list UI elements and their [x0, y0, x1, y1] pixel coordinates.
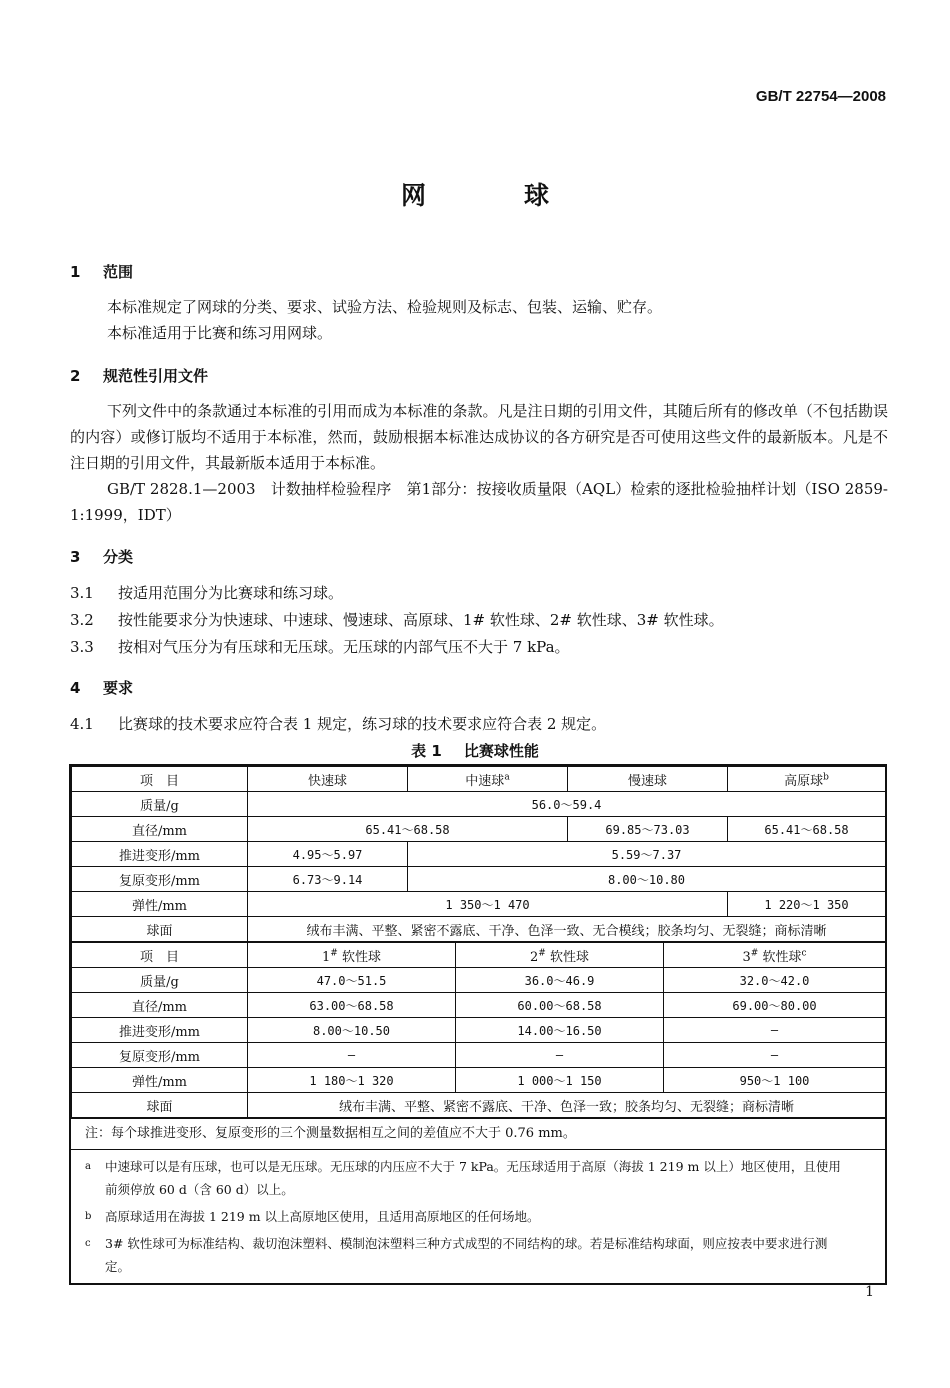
footnote-mark: a: [85, 1161, 91, 1172]
section-title: 分类: [103, 548, 134, 566]
section-1-heading: [70, 261, 133, 282]
row-label: 球面: [72, 1093, 248, 1118]
footnote-a: [71, 1149, 885, 1203]
clause-3-1: [70, 582, 343, 603]
number-mark: #: [750, 948, 759, 959]
footnote-mark: b: [85, 1211, 92, 1222]
section-title: 要求: [103, 679, 134, 697]
row-label: 直径/mm: [72, 993, 248, 1018]
page-number: 1: [865, 1284, 874, 1300]
table-cell: 65.41～68.58: [248, 817, 568, 842]
table-cell: 1 180～1 320: [248, 1068, 456, 1093]
clause-text: 按相对气压分为有压球和无压球。无压球的内部气压不大于 7 kPa。: [118, 638, 570, 656]
clause-number: 3.1: [70, 584, 94, 602]
table-row: [72, 1068, 886, 1093]
table-cell: —: [664, 1043, 886, 1068]
footnote-text: 高原球适用在海拔 1 219 m 以上高原地区使用，且适用高原地区的任何场地。: [105, 1209, 540, 1224]
table-cell: —: [664, 1018, 886, 1043]
table-cell: 69.85～73.03: [568, 817, 728, 842]
header-number: 3: [742, 949, 751, 965]
footnote-b: [71, 1203, 885, 1230]
header-label: 软性球: [549, 949, 589, 965]
clause-3-3: [70, 636, 570, 657]
table-note: 注：每个球推进变形、复原变形的三个测量数据相互之间的差值应不大于 0.76 mm。: [71, 1118, 885, 1149]
table-row: [72, 817, 886, 842]
references-paragraph: 下列文件中的条款通过本标准的引用而成为本标准的条款。凡是注日期的引用文件，其随后所有的修改单（不包括勘误的内容）或修订版均不适用于本标准，然而，鼓励根据本标准达成协议的各方研究是否可使用这些文件的最新版本。凡是不注日期的引用文件，其最新版本适用于本标准。: [70, 402, 888, 472]
header-item: 项 目: [72, 767, 248, 792]
header-soft-ball-1: [248, 943, 456, 968]
soft-ball-table: [71, 942, 886, 1118]
header-item: 项 目: [72, 943, 248, 968]
table-cell: 69.00～80.00: [664, 993, 886, 1018]
standard-number: GB/T 22754—2008: [755, 88, 886, 105]
table-cell: 36.0～46.9: [456, 968, 664, 993]
table-cell: —: [456, 1043, 664, 1068]
table-row: [72, 917, 886, 942]
section-2-heading: [70, 365, 208, 386]
table-row: [72, 1043, 886, 1068]
table-cell: 绒布丰满、平整、紧密不露底、干净、色泽一致、无合模线；胶条均匀、无裂缝；商标清晰: [248, 917, 886, 942]
table-cell: 65.41～68.58: [728, 817, 886, 842]
table-row: [72, 842, 886, 867]
clause-text: 按性能要求分为快速球、中速球、慢速球、高原球、1# 软性球、2# 软性球、3# 软性球。: [118, 611, 724, 629]
clause-number: 3.3: [70, 638, 94, 656]
scope-paragraph-2: 本标准适用于比赛和练习用网球。: [107, 324, 333, 342]
section-number: 1: [70, 263, 81, 281]
row-label: 复原变形/mm: [72, 867, 248, 892]
table-title: 比赛球性能: [463, 742, 539, 760]
row-label: 球面: [72, 917, 248, 942]
number-mark: #: [330, 948, 338, 959]
header-label: 高原球: [784, 773, 824, 789]
section-number: 3: [70, 548, 81, 566]
table-cell: 5.59～7.37: [408, 842, 886, 867]
row-label: 质量/g: [72, 968, 248, 993]
table-header-row: [72, 943, 886, 968]
clause-number: 4.1: [70, 715, 94, 733]
table-cell: 4.95～5.97: [248, 842, 408, 867]
section-number: 4: [70, 679, 81, 697]
table-header-row: [72, 767, 886, 792]
header-number: 2: [530, 949, 539, 965]
footnote-text: 中速球可以是有压球，也可以是无压球。无压球的内压应不大于 7 kPa。无压球适用于高原（海拔 1 219 m 以上）地区使用，且使用前须停放 60 d（含 60 d）以上。: [105, 1159, 841, 1197]
clause-text: 比赛球的技术要求应符合表 1 规定，练习球的技术要求应符合表 2 规定。: [118, 715, 607, 733]
table-cell: 8.00～10.50: [248, 1018, 456, 1043]
footnote-ref: a: [504, 772, 510, 783]
table-row: [72, 993, 886, 1018]
table-cell: 14.00～16.50: [456, 1018, 664, 1043]
row-label: 弹性/mm: [72, 892, 248, 917]
header-soft-ball-2: [456, 943, 664, 968]
table-row: [72, 792, 886, 817]
row-label: 复原变形/mm: [72, 1043, 248, 1068]
header-high-altitude-ball: [728, 767, 886, 792]
table-caption: [0, 740, 950, 761]
table-row: [72, 867, 886, 892]
table-row: [72, 892, 886, 917]
reference-gbt2828: GB/T 2828.1—2003 计数抽样检验程序 第1部分：按接收质量限（AQL）检索的逐批检验抽样计划（ISO 2859-1:1999，IDT）: [70, 480, 888, 524]
table-row: [72, 1018, 886, 1043]
clause-3-2: [70, 609, 724, 630]
header-label: 中速球: [465, 773, 505, 789]
number-mark: #: [538, 948, 546, 959]
table-row: [72, 1093, 886, 1118]
table-cell: 63.00～68.58: [248, 993, 456, 1018]
header-label: 软性球: [341, 949, 381, 965]
section-title: 范围: [103, 263, 134, 281]
table-cell: 8.00～10.80: [408, 867, 886, 892]
table-cell: 1 220～1 350: [728, 892, 886, 917]
row-label: 直径/mm: [72, 817, 248, 842]
header-fast-ball: 快速球: [248, 767, 408, 792]
header-medium-ball: [408, 767, 568, 792]
header-soft-ball-3: [664, 943, 886, 968]
clause-text: 按适用范围分为比赛球和练习球。: [118, 584, 344, 602]
table-cell: 绒布丰满、平整、紧密不露底、干净、色泽一致；胶条均匀、无裂缝；商标清晰: [248, 1093, 886, 1118]
performance-table: [69, 764, 887, 1285]
header-label: 软性球: [762, 949, 802, 965]
table-cell: 60.00～68.58: [456, 993, 664, 1018]
table-cell: 6.73～9.14: [248, 867, 408, 892]
table-cell: —: [248, 1043, 456, 1068]
section-3-heading: [70, 546, 133, 567]
scope-paragraph-1: 本标准规定了网球的分类、要求、试验方法、检验规则及标志、包装、运输、贮存。: [107, 298, 663, 316]
footnote-mark: c: [85, 1238, 91, 1249]
row-label: 质量/g: [72, 792, 248, 817]
table-row: [72, 968, 886, 993]
footnote-text: 3# 软性球可为标准结构、裁切泡沫塑料、模制泡沫塑料三种方式成型的不同结构的球。若是标准结构球面，则应按表中要求进行测定。: [105, 1236, 828, 1274]
table-cell: 56.0～59.4: [248, 792, 886, 817]
row-label: 弹性/mm: [72, 1068, 248, 1093]
header-slow-ball: 慢速球: [568, 767, 728, 792]
row-label: 推进变形/mm: [72, 1018, 248, 1043]
document-title: 网球: [400, 181, 647, 210]
section-number: 2: [70, 367, 81, 385]
footnote-ref: b: [823, 772, 829, 783]
table-cell: 1 350～1 470: [248, 892, 728, 917]
clause-4-1: [70, 713, 606, 734]
header-number: 1: [322, 949, 331, 965]
table-cell: 950～1 100: [664, 1068, 886, 1093]
footnote-ref: c: [801, 948, 807, 959]
table-cell: 1 000～1 150: [456, 1068, 664, 1093]
clause-number: 3.2: [70, 611, 94, 629]
table-cell: 47.0～51.5: [248, 968, 456, 993]
section-title: 规范性引用文件: [103, 367, 209, 385]
footnote-c: [71, 1230, 885, 1283]
table-number: 表 1: [411, 742, 442, 760]
table-cell: 32.0～42.0: [664, 968, 886, 993]
row-label: 推进变形/mm: [72, 842, 248, 867]
section-4-heading: [70, 677, 133, 698]
match-ball-table: [71, 766, 886, 942]
